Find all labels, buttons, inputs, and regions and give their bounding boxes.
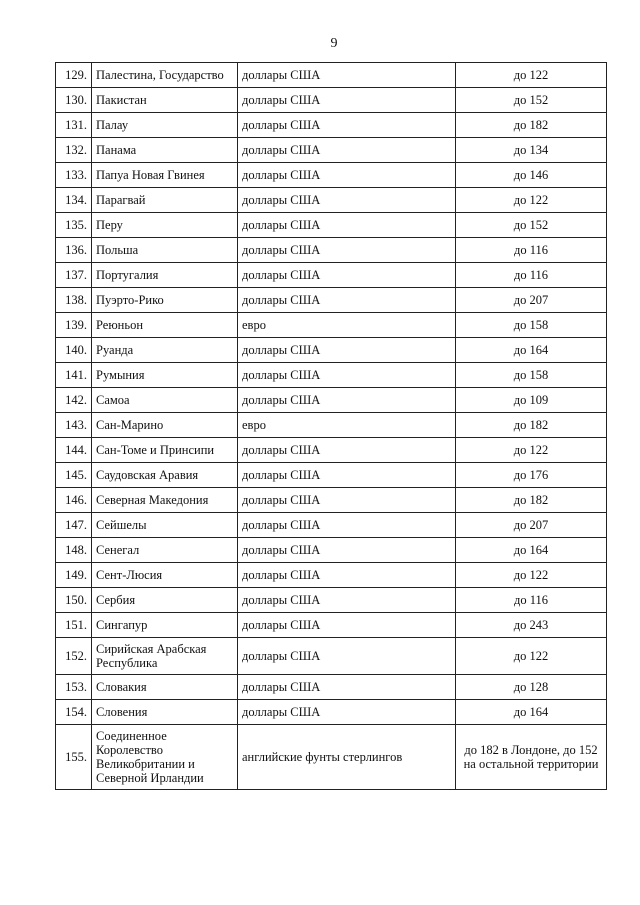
table-row xyxy=(56,675,607,700)
currency-cell: доллары США xyxy=(238,613,456,638)
table-row xyxy=(56,338,607,363)
table-row xyxy=(56,88,607,113)
currency-cell: доллары США xyxy=(238,163,456,188)
table-row xyxy=(56,313,607,338)
currency-cell: английские фунты стерлингов xyxy=(238,725,456,790)
country-cell: Перу xyxy=(92,213,238,238)
currency-cell: доллары США xyxy=(238,463,456,488)
table-row xyxy=(56,163,607,188)
row-number: 136. xyxy=(56,238,92,263)
amount-cell: до 182 xyxy=(456,113,607,138)
amount-cell: до 122 xyxy=(456,638,607,675)
amount-cell: до 116 xyxy=(456,238,607,263)
amount-cell: до 176 xyxy=(456,463,607,488)
table-row xyxy=(56,113,607,138)
currency-cell: евро xyxy=(238,313,456,338)
country-cell: Сенегал xyxy=(92,538,238,563)
table-row xyxy=(56,413,607,438)
currency-cell: доллары США xyxy=(238,700,456,725)
table-row xyxy=(56,613,607,638)
country-cell: Польша xyxy=(92,238,238,263)
row-number: 154. xyxy=(56,700,92,725)
row-number: 143. xyxy=(56,413,92,438)
row-number: 130. xyxy=(56,88,92,113)
currency-cell: доллары США xyxy=(238,438,456,463)
table-row xyxy=(56,138,607,163)
currency-cell: доллары США xyxy=(238,138,456,163)
country-cell: Парагвай xyxy=(92,188,238,213)
table-row xyxy=(56,463,607,488)
country-cell: Сербия xyxy=(92,588,238,613)
currency-cell: доллары США xyxy=(238,238,456,263)
amount-cell: до 122 xyxy=(456,438,607,463)
row-number: 151. xyxy=(56,613,92,638)
table-row xyxy=(56,725,607,790)
amount-cell: до 128 xyxy=(456,675,607,700)
country-cell: Сан-Томе и Принсипи xyxy=(92,438,238,463)
amount-cell: до 182 xyxy=(456,488,607,513)
row-number: 142. xyxy=(56,388,92,413)
amount-cell: до 158 xyxy=(456,363,607,388)
row-number: 145. xyxy=(56,463,92,488)
row-number: 144. xyxy=(56,438,92,463)
row-number: 132. xyxy=(56,138,92,163)
amount-cell: до 146 xyxy=(456,163,607,188)
amount-cell: до 134 xyxy=(456,138,607,163)
country-cell: Соединенное Королевство Великобритании и Северной Ирландии xyxy=(92,725,238,790)
country-cell: Папуа Новая Гвинея xyxy=(92,163,238,188)
row-number: 138. xyxy=(56,288,92,313)
row-number: 155. xyxy=(56,725,92,790)
country-cell: Румыния xyxy=(92,363,238,388)
currency-cell: доллары США xyxy=(238,563,456,588)
country-cell: Руанда xyxy=(92,338,238,363)
amount-cell: до 158 xyxy=(456,313,607,338)
table-row xyxy=(56,638,607,675)
country-cell: Пакистан xyxy=(92,88,238,113)
currency-cell: доллары США xyxy=(238,213,456,238)
amount-cell: до 182 в Лондоне, до 152 на остальной территории xyxy=(456,725,607,790)
currency-cell: доллары США xyxy=(238,338,456,363)
table-row xyxy=(56,63,607,88)
amount-cell: до 152 xyxy=(456,213,607,238)
row-number: 131. xyxy=(56,113,92,138)
country-cell: Сент-Люсия xyxy=(92,563,238,588)
country-cell: Пуэрто-Рико xyxy=(92,288,238,313)
row-number: 129. xyxy=(56,63,92,88)
row-number: 141. xyxy=(56,363,92,388)
country-cell: Словакия xyxy=(92,675,238,700)
currency-cell: доллары США xyxy=(238,188,456,213)
row-number: 149. xyxy=(56,563,92,588)
row-number: 134. xyxy=(56,188,92,213)
currency-cell: доллары США xyxy=(238,513,456,538)
amount-cell: до 122 xyxy=(456,188,607,213)
amount-cell: до 207 xyxy=(456,288,607,313)
table-row xyxy=(56,288,607,313)
country-cell: Самоа xyxy=(92,388,238,413)
amount-cell: до 207 xyxy=(456,513,607,538)
currency-cell: доллары США xyxy=(238,263,456,288)
currency-cell: доллары США xyxy=(238,88,456,113)
currency-cell: доллары США xyxy=(238,488,456,513)
currency-cell: доллары США xyxy=(238,588,456,613)
amount-cell: до 164 xyxy=(456,338,607,363)
allowance-table xyxy=(55,62,607,790)
country-cell: Северная Македония xyxy=(92,488,238,513)
currency-cell: евро xyxy=(238,413,456,438)
amount-cell: до 109 xyxy=(456,388,607,413)
currency-cell: доллары США xyxy=(238,638,456,675)
table-row xyxy=(56,188,607,213)
table-row xyxy=(56,363,607,388)
country-cell: Сирийская Арабская Республика xyxy=(92,638,238,675)
row-number: 152. xyxy=(56,638,92,675)
country-cell: Сейшелы xyxy=(92,513,238,538)
amount-cell: до 182 xyxy=(456,413,607,438)
currency-cell: доллары США xyxy=(238,675,456,700)
table-row xyxy=(56,588,607,613)
country-cell: Реюньон xyxy=(92,313,238,338)
amount-cell: до 116 xyxy=(456,588,607,613)
table-row xyxy=(56,538,607,563)
amount-cell: до 116 xyxy=(456,263,607,288)
country-cell: Палестина, Государство xyxy=(92,63,238,88)
country-cell: Палау xyxy=(92,113,238,138)
currency-cell: доллары США xyxy=(238,363,456,388)
country-cell: Португалия xyxy=(92,263,238,288)
table-row xyxy=(56,488,607,513)
page-number: 9 xyxy=(330,36,338,51)
row-number: 135. xyxy=(56,213,92,238)
amount-cell: до 243 xyxy=(456,613,607,638)
row-number: 147. xyxy=(56,513,92,538)
table-row xyxy=(56,438,607,463)
row-number: 146. xyxy=(56,488,92,513)
row-number: 140. xyxy=(56,338,92,363)
country-cell: Словения xyxy=(92,700,238,725)
table-row xyxy=(56,563,607,588)
amount-cell: до 164 xyxy=(456,538,607,563)
row-number: 137. xyxy=(56,263,92,288)
table-row xyxy=(56,238,607,263)
currency-cell: доллары США xyxy=(238,288,456,313)
country-cell: Саудовская Аравия xyxy=(92,463,238,488)
amount-cell: до 152 xyxy=(456,88,607,113)
row-number: 133. xyxy=(56,163,92,188)
currency-cell: доллары США xyxy=(238,63,456,88)
table-row xyxy=(56,263,607,288)
currency-cell: доллары США xyxy=(238,113,456,138)
table-row xyxy=(56,388,607,413)
amount-cell: до 122 xyxy=(456,63,607,88)
amount-cell: до 122 xyxy=(456,563,607,588)
country-cell: Панама xyxy=(92,138,238,163)
row-number: 139. xyxy=(56,313,92,338)
table-row xyxy=(56,213,607,238)
row-number: 150. xyxy=(56,588,92,613)
currency-cell: доллары США xyxy=(238,538,456,563)
country-cell: Сан-Марино xyxy=(92,413,238,438)
row-number: 153. xyxy=(56,675,92,700)
currency-cell: доллары США xyxy=(238,388,456,413)
amount-cell: до 164 xyxy=(456,700,607,725)
row-number: 148. xyxy=(56,538,92,563)
table-row xyxy=(56,700,607,725)
country-cell: Сингапур xyxy=(92,613,238,638)
table-row xyxy=(56,513,607,538)
